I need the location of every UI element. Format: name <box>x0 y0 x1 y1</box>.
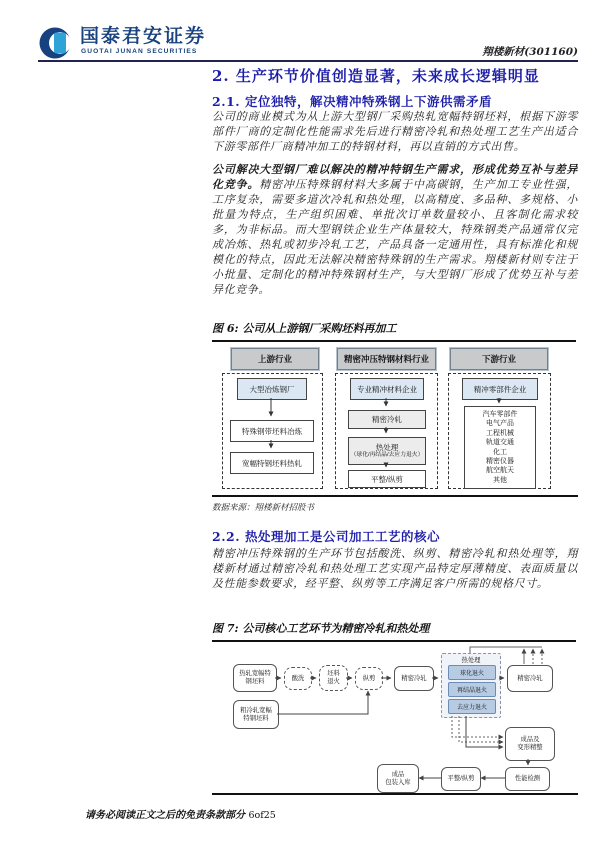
footer-disclaimer <box>85 806 276 821</box>
brand-name-cn: 国泰君安证券 <box>80 26 207 47</box>
fig6-downstream-item: 轨道交通 <box>486 439 514 447</box>
fig6-box-hot-rolling: 宽幅特钢坯料热轧 <box>230 452 314 474</box>
brand-name-en: GUOTAI JUNAN SECURITIES <box>81 48 198 55</box>
fig7-node-recrystallization-annealing: 再结晶退火 <box>448 682 496 697</box>
fig6-downstream-item: 电气产品 <box>486 420 514 428</box>
fig7-node-line: 变形精整 <box>517 744 543 751</box>
paragraph-2-body: 精密冲压特殊钢材料大多属于中高碳钢，生产加工专业性强，工序复杂，需要多道次冷轧和热处理，以高精度、多品种、多规格、小批量为特点，生产组织困难、单批次订单数量较小、且客制化需求较多，为非标品。而大型钢铁企业生产体量较大，特殊钢类产品通常仅完成冶炼、热轧或初步冷轧工艺，产品具备一定通用性，具有标准化和规模化的特点，因此无法解决精密特殊钢的生产需求。翔楼新材则专注于小批量、定制化的精冲特殊钢材生产，与大型钢厂形成了优势互补与差异化竞争。 <box>212 178 579 296</box>
header-rule <box>38 60 578 62</box>
fig7-node-line: 粗冷轧宽幅 <box>240 706 272 714</box>
fig6-connector-arrows <box>212 340 578 516</box>
fig6-heat-treatment-line1: 热处理 <box>375 443 399 452</box>
fig6-col3-header: 下游行业 <box>450 348 548 370</box>
fig6-downstream-item: 其他 <box>493 476 507 484</box>
fig6-heat-treatment-line2: （球化/再结晶/去应力退火） <box>350 452 424 458</box>
fig6-box-fineblanking-firm: 专业精冲材料企业 <box>350 378 424 400</box>
fig6-downstream-item: 航空航天 <box>486 467 514 475</box>
figure-6-bottom-rule <box>212 495 578 497</box>
fig7-node-line: 成品及 <box>520 736 540 744</box>
section-heading-2: 2. 生产环节价值创造显著，未来成长逻辑明显 <box>212 67 540 85</box>
figure-7-diagram <box>212 640 578 798</box>
paragraph-2-lead: 公司解决大型钢厂难以解决的精冲特钢生产需求，形成优势互补与差异化竞争。 <box>212 163 578 191</box>
figure-7-bottom-rule <box>212 793 578 795</box>
paragraph-1: 公司的商业模式为从上游大型钢厂采购热轧宽幅特钢坯料，根据下游零部件厂商的定制化性能需求先后进行精密冷轧和热处理工艺生产出适合下游零部件厂商精冲加工的特钢材料，再以直销的方式出售。 <box>212 110 578 153</box>
figure-6-title: 图 6: 公司从上游钢厂采购坯料再加工 <box>212 320 576 342</box>
fig6-downstream-item: 化工 <box>493 448 507 456</box>
fig6-box-steel-mill: 大型冶炼钢厂 <box>237 378 307 400</box>
fig6-box-parts-firm: 精冲零部件企业 <box>462 378 538 400</box>
fig6-box-cold-rolling: 精密冷轧 <box>348 410 426 429</box>
fig7-node-line: 钢坯料 <box>245 678 265 685</box>
fig7-node-line: 特钢坯料 <box>243 714 269 722</box>
fig6-box-billet-smelting: 特殊钢带坯料冶炼 <box>230 420 314 442</box>
fig7-node-line: 坯料 <box>327 670 340 678</box>
fig6-box-flatten-slit: 平整/纵剪 <box>348 470 426 488</box>
fig6-col1-header: 上游行业 <box>231 348 319 370</box>
fig7-node-pickling: 酸洗 <box>284 667 312 690</box>
fig7-node-spheroidizing-annealing: 球化退火 <box>448 665 496 680</box>
fig7-node-slitting: 纵剪 <box>355 667 383 690</box>
paragraph-2 <box>212 162 578 297</box>
fig7-connector-arrows <box>212 640 578 798</box>
footer-page-number: 6of25 <box>248 810 276 821</box>
fig6-downstream-item: 汽车零部件 <box>482 411 518 418</box>
figure-6-source: 数据来源：翔楼新材招股书 <box>212 503 315 513</box>
fig7-node-performance-testing: 性能检测 <box>505 767 550 791</box>
paragraph-3: 精密冲压特殊钢的生产环节包括酸洗、纵剪、精密冷轧和热处理等，翔楼新材通过精密冷轧和热处理工艺实现产品特定厚薄精度、表面质量以及性能参数要求，经平整、纵剪等工序满足客户所需的规格尺寸。 <box>212 547 578 590</box>
fig6-downstream-item: 工程机械 <box>486 429 514 437</box>
fig7-node-precision-cold-rolling-1: 精密冷轧 <box>394 666 434 691</box>
figure-6-diagram <box>212 340 578 516</box>
stock-title: 翔楼新材(301160) <box>482 46 578 58</box>
fig7-node-line: 成品 <box>391 770 405 778</box>
fig7-node-stress-relief-annealing: 去应力退火 <box>448 699 496 714</box>
fig7-node-line: 退火 <box>327 678 340 685</box>
footer-disclaimer-text: 请务必阅读正文之后的免责条款部分 <box>85 810 245 821</box>
fig6-downstream-item: 精密仪器 <box>486 458 514 466</box>
fig7-heat-treatment-label: 热处理 <box>461 657 481 664</box>
fig7-node-flatten-slit: 平整/纵剪 <box>441 767 481 791</box>
fig7-node-line: 热轧宽幅特 <box>239 670 271 678</box>
fig7-node-precision-cold-rolling-2: 精密冷轧 <box>507 665 553 692</box>
guotai-junan-logo-icon <box>38 26 74 60</box>
figure-7-title: 图 7: 公司核心工艺环节为精密冷轧和热处理 <box>212 620 576 642</box>
fig6-col2-header: 精密冲压特钢材料行业 <box>337 348 436 370</box>
section-heading-2-1: 2.1. 定位独特，解决精冲特殊钢上下游供需矛盾 <box>212 94 492 109</box>
section-heading-2-2: 2.2. 热处理加工是公司加工工艺的核心 <box>212 529 440 544</box>
fig7-node-line: 包装入库 <box>385 778 411 786</box>
